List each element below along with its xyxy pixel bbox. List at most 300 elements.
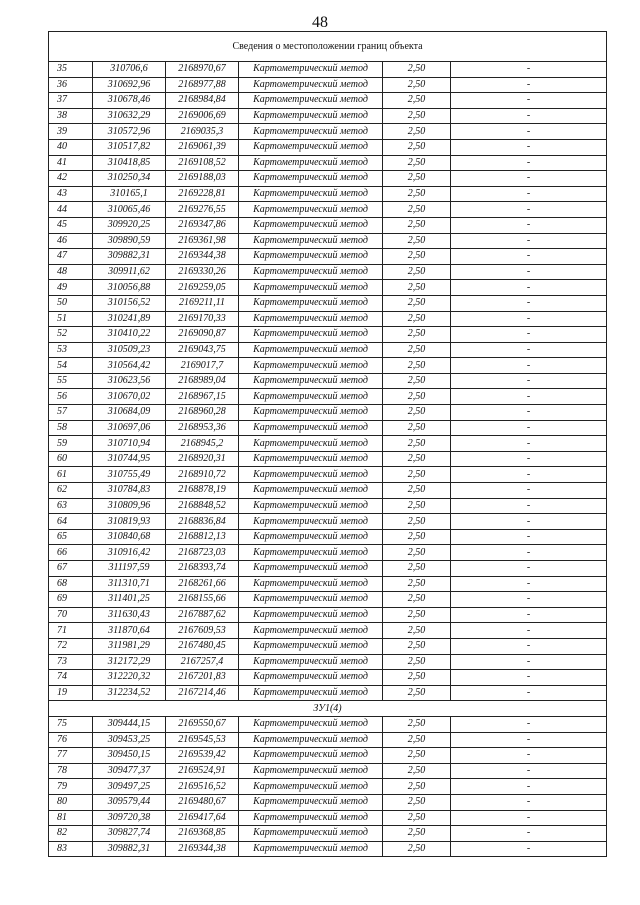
table-row [49, 732, 607, 748]
method-cell: Картометрический метод [239, 529, 383, 545]
x-coordinate-cell: 310840,68 [93, 529, 166, 545]
accuracy-cell: 2,50 [383, 389, 451, 405]
accuracy-cell: 2,50 [383, 483, 451, 499]
x-coordinate-cell: 311630,43 [93, 607, 166, 623]
description-cell: - [451, 654, 607, 670]
x-coordinate-cell: 309882,31 [93, 841, 166, 857]
x-coordinate-cell: 310684,09 [93, 405, 166, 421]
y-coordinate-cell: 2169017,7 [166, 358, 239, 374]
accuracy-cell: 2,50 [383, 529, 451, 545]
accuracy-cell: 2,50 [383, 217, 451, 233]
table-row [49, 420, 607, 436]
method-cell: Картометрический метод [239, 155, 383, 171]
accuracy-cell: 2,50 [383, 592, 451, 608]
table-row [49, 249, 607, 265]
description-cell: - [451, 77, 607, 93]
accuracy-cell: 2,50 [383, 732, 451, 748]
y-coordinate-cell: 2168836,84 [166, 514, 239, 530]
method-cell: Картометрический метод [239, 654, 383, 670]
description-cell: - [451, 264, 607, 280]
y-coordinate-cell: 2169006,69 [166, 108, 239, 124]
y-coordinate-cell: 2169539,42 [166, 748, 239, 764]
description-cell: - [451, 498, 607, 514]
point-number-cell: 65 [49, 529, 93, 545]
method-cell: Картометрический метод [239, 202, 383, 218]
accuracy-cell: 2,50 [383, 607, 451, 623]
accuracy-cell: 2,50 [383, 841, 451, 857]
y-coordinate-cell: 2168967,15 [166, 389, 239, 405]
accuracy-cell: 2,50 [383, 186, 451, 202]
y-coordinate-cell: 2168977,88 [166, 77, 239, 93]
x-coordinate-cell: 309497,25 [93, 779, 166, 795]
point-number-cell: 41 [49, 155, 93, 171]
description-cell: - [451, 108, 607, 124]
point-number-cell: 55 [49, 373, 93, 389]
method-cell: Картометрический метод [239, 561, 383, 577]
section-label: ЗУ1(4) [49, 701, 607, 717]
description-cell: - [451, 623, 607, 639]
y-coordinate-cell: 2168989,04 [166, 373, 239, 389]
x-coordinate-cell: 311870,64 [93, 623, 166, 639]
y-coordinate-cell: 2169259,05 [166, 280, 239, 296]
y-coordinate-cell: 2169524,91 [166, 763, 239, 779]
table-row [49, 826, 607, 842]
method-cell: Картометрический метод [239, 124, 383, 140]
point-number-cell: 47 [49, 249, 93, 265]
table-row [49, 561, 607, 577]
method-cell: Картометрический метод [239, 171, 383, 187]
y-coordinate-cell: 2169061,39 [166, 139, 239, 155]
x-coordinate-cell: 310678,46 [93, 93, 166, 109]
x-coordinate-cell: 310065,46 [93, 202, 166, 218]
table-row [49, 794, 607, 810]
y-coordinate-cell: 2169090,87 [166, 327, 239, 343]
y-coordinate-cell: 2169361,98 [166, 233, 239, 249]
x-coordinate-cell: 310564,42 [93, 358, 166, 374]
description-cell: - [451, 514, 607, 530]
method-cell: Картометрический метод [239, 826, 383, 842]
point-number-cell: 58 [49, 420, 93, 436]
table-row [49, 280, 607, 296]
table-row [49, 748, 607, 764]
y-coordinate-cell: 2167201,83 [166, 670, 239, 686]
x-coordinate-cell: 309453,25 [93, 732, 166, 748]
y-coordinate-cell: 2169035,3 [166, 124, 239, 140]
table-row [49, 514, 607, 530]
method-cell: Картометрический метод [239, 514, 383, 530]
x-coordinate-cell: 310623,56 [93, 373, 166, 389]
method-cell: Картометрический метод [239, 77, 383, 93]
y-coordinate-cell: 2168155,66 [166, 592, 239, 608]
method-cell: Картометрический метод [239, 295, 383, 311]
point-number-cell: 51 [49, 311, 93, 327]
table-title: Сведения о местоположении границ объекта [49, 32, 607, 62]
y-coordinate-cell: 2169347,86 [166, 217, 239, 233]
description-cell: - [451, 405, 607, 421]
x-coordinate-cell: 309444,15 [93, 716, 166, 732]
description-cell: - [451, 327, 607, 343]
y-coordinate-cell: 2167609,53 [166, 623, 239, 639]
method-cell: Картометрический метод [239, 280, 383, 296]
table-row [49, 202, 607, 218]
method-cell: Картометрический метод [239, 327, 383, 343]
table-row [49, 592, 607, 608]
x-coordinate-cell: 310517,82 [93, 139, 166, 155]
y-coordinate-cell: 2169188,03 [166, 171, 239, 187]
table-title-row [49, 32, 607, 62]
y-coordinate-cell: 2169344,38 [166, 841, 239, 857]
point-number-cell: 66 [49, 545, 93, 561]
method-cell: Картометрический метод [239, 62, 383, 78]
description-cell: - [451, 155, 607, 171]
x-coordinate-cell: 309827,74 [93, 826, 166, 842]
method-cell: Картометрический метод [239, 139, 383, 155]
description-cell: - [451, 295, 607, 311]
table-row [49, 576, 607, 592]
method-cell: Картометрический метод [239, 217, 383, 233]
method-cell: Картометрический метод [239, 373, 383, 389]
table-row [49, 779, 607, 795]
x-coordinate-cell: 309579,44 [93, 794, 166, 810]
y-coordinate-cell: 2168910,72 [166, 467, 239, 483]
accuracy-cell: 2,50 [383, 654, 451, 670]
accuracy-cell: 2,50 [383, 451, 451, 467]
method-cell: Картометрический метод [239, 342, 383, 358]
method-cell: Картометрический метод [239, 716, 383, 732]
method-cell: Картометрический метод [239, 405, 383, 421]
x-coordinate-cell: 310632,29 [93, 108, 166, 124]
table-row [49, 436, 607, 452]
description-cell: - [451, 389, 607, 405]
accuracy-cell: 2,50 [383, 561, 451, 577]
description-cell: - [451, 342, 607, 358]
y-coordinate-cell: 2169368,85 [166, 826, 239, 842]
point-number-cell: 69 [49, 592, 93, 608]
method-cell: Картометрический метод [239, 638, 383, 654]
description-cell: - [451, 529, 607, 545]
point-number-cell: 57 [49, 405, 93, 421]
y-coordinate-cell: 2169480,67 [166, 794, 239, 810]
description-cell: - [451, 670, 607, 686]
accuracy-cell: 2,50 [383, 202, 451, 218]
accuracy-cell: 2,50 [383, 171, 451, 187]
table-row [49, 358, 607, 374]
table-row [49, 841, 607, 857]
table-row [49, 186, 607, 202]
x-coordinate-cell: 309450,15 [93, 748, 166, 764]
accuracy-cell: 2,50 [383, 420, 451, 436]
x-coordinate-cell: 310670,02 [93, 389, 166, 405]
table-row [49, 685, 607, 701]
accuracy-cell: 2,50 [383, 124, 451, 140]
accuracy-cell: 2,50 [383, 638, 451, 654]
accuracy-cell: 2,50 [383, 779, 451, 795]
table-row [49, 295, 607, 311]
method-cell: Картометрический метод [239, 483, 383, 499]
table-row [49, 62, 607, 78]
accuracy-cell: 2,50 [383, 467, 451, 483]
point-number-cell: 73 [49, 654, 93, 670]
accuracy-cell: 2,50 [383, 794, 451, 810]
table-row [49, 311, 607, 327]
accuracy-cell: 2,50 [383, 311, 451, 327]
table-row [49, 373, 607, 389]
accuracy-cell: 2,50 [383, 545, 451, 561]
point-number-cell: 70 [49, 607, 93, 623]
accuracy-cell: 2,50 [383, 342, 451, 358]
point-number-cell: 67 [49, 561, 93, 577]
point-number-cell: 43 [49, 186, 93, 202]
y-coordinate-cell: 2167887,62 [166, 607, 239, 623]
point-number-cell: 81 [49, 810, 93, 826]
accuracy-cell: 2,50 [383, 623, 451, 639]
x-coordinate-cell: 310692,96 [93, 77, 166, 93]
accuracy-cell: 2,50 [383, 373, 451, 389]
method-cell: Картометрический метод [239, 623, 383, 639]
table-row [49, 607, 607, 623]
y-coordinate-cell: 2168970,67 [166, 62, 239, 78]
description-cell: - [451, 483, 607, 499]
point-number-cell: 37 [49, 93, 93, 109]
x-coordinate-cell: 310706,6 [93, 62, 166, 78]
method-cell: Картометрический метод [239, 748, 383, 764]
description-cell: - [451, 420, 607, 436]
x-coordinate-cell: 310744,95 [93, 451, 166, 467]
accuracy-cell: 2,50 [383, 670, 451, 686]
description-cell: - [451, 451, 607, 467]
point-number-cell: 35 [49, 62, 93, 78]
accuracy-cell: 2,50 [383, 810, 451, 826]
description-cell: - [451, 607, 607, 623]
method-cell: Картометрический метод [239, 810, 383, 826]
x-coordinate-cell: 310819,93 [93, 514, 166, 530]
point-number-cell: 75 [49, 716, 93, 732]
description-cell: - [451, 249, 607, 265]
boundary-coordinates-table [48, 31, 607, 857]
point-number-cell: 19 [49, 685, 93, 701]
description-cell: - [451, 436, 607, 452]
y-coordinate-cell: 2169516,52 [166, 779, 239, 795]
y-coordinate-cell: 2168723,03 [166, 545, 239, 561]
method-cell: Картометрический метод [239, 264, 383, 280]
y-coordinate-cell: 2169330,26 [166, 264, 239, 280]
table-row [49, 529, 607, 545]
point-number-cell: 44 [49, 202, 93, 218]
table-row [49, 483, 607, 499]
description-cell: - [451, 93, 607, 109]
description-cell: - [451, 826, 607, 842]
description-cell: - [451, 233, 607, 249]
x-coordinate-cell: 310755,49 [93, 467, 166, 483]
y-coordinate-cell: 2167480,45 [166, 638, 239, 654]
x-coordinate-cell: 310710,94 [93, 436, 166, 452]
description-cell: - [451, 748, 607, 764]
accuracy-cell: 2,50 [383, 280, 451, 296]
point-number-cell: 36 [49, 77, 93, 93]
description-cell: - [451, 732, 607, 748]
point-number-cell: 78 [49, 763, 93, 779]
method-cell: Картометрический метод [239, 420, 383, 436]
x-coordinate-cell: 311197,59 [93, 561, 166, 577]
method-cell: Картометрический метод [239, 93, 383, 109]
x-coordinate-cell: 310241,89 [93, 311, 166, 327]
accuracy-cell: 2,50 [383, 249, 451, 265]
table-row [49, 405, 607, 421]
y-coordinate-cell: 2169211,11 [166, 295, 239, 311]
point-number-cell: 56 [49, 389, 93, 405]
point-number-cell: 39 [49, 124, 93, 140]
table-row [49, 670, 607, 686]
description-cell: - [451, 311, 607, 327]
accuracy-cell: 2,50 [383, 264, 451, 280]
accuracy-cell: 2,50 [383, 233, 451, 249]
point-number-cell: 79 [49, 779, 93, 795]
method-cell: Картометрический метод [239, 732, 383, 748]
method-cell: Картометрический метод [239, 108, 383, 124]
point-number-cell: 68 [49, 576, 93, 592]
description-cell: - [451, 62, 607, 78]
point-number-cell: 83 [49, 841, 93, 857]
table-row [49, 217, 607, 233]
x-coordinate-cell: 311981,29 [93, 638, 166, 654]
table-row [49, 342, 607, 358]
x-coordinate-cell: 312234,52 [93, 685, 166, 701]
description-cell: - [451, 280, 607, 296]
method-cell: Картометрический метод [239, 576, 383, 592]
point-number-cell: 49 [49, 280, 93, 296]
method-cell: Картометрический метод [239, 779, 383, 795]
description-cell: - [451, 545, 607, 561]
method-cell: Картометрический метод [239, 498, 383, 514]
accuracy-cell: 2,50 [383, 139, 451, 155]
y-coordinate-cell: 2168960,28 [166, 405, 239, 421]
y-coordinate-cell: 2169228,81 [166, 186, 239, 202]
method-cell: Картометрический метод [239, 685, 383, 701]
point-number-cell: 53 [49, 342, 93, 358]
accuracy-cell: 2,50 [383, 826, 451, 842]
table-row [49, 545, 607, 561]
table-row [49, 467, 607, 483]
x-coordinate-cell: 310572,96 [93, 124, 166, 140]
point-number-cell: 77 [49, 748, 93, 764]
table-row [49, 264, 607, 280]
table-row [49, 171, 607, 187]
table-row [49, 327, 607, 343]
table-row [49, 77, 607, 93]
table-row [49, 139, 607, 155]
x-coordinate-cell: 310056,88 [93, 280, 166, 296]
description-cell: - [451, 841, 607, 857]
description-cell: - [451, 794, 607, 810]
description-cell: - [451, 217, 607, 233]
y-coordinate-cell: 2169276,55 [166, 202, 239, 218]
table-row [49, 716, 607, 732]
x-coordinate-cell: 310165,1 [93, 186, 166, 202]
point-number-cell: 46 [49, 233, 93, 249]
x-coordinate-cell: 310156,52 [93, 295, 166, 311]
point-number-cell: 48 [49, 264, 93, 280]
point-number-cell: 52 [49, 327, 93, 343]
description-cell: - [451, 561, 607, 577]
accuracy-cell: 2,50 [383, 295, 451, 311]
accuracy-cell: 2,50 [383, 405, 451, 421]
y-coordinate-cell: 2168920,31 [166, 451, 239, 467]
description-cell: - [451, 779, 607, 795]
x-coordinate-cell: 312220,32 [93, 670, 166, 686]
description-cell: - [451, 202, 607, 218]
x-coordinate-cell: 309911,62 [93, 264, 166, 280]
method-cell: Картометрический метод [239, 592, 383, 608]
point-number-cell: 45 [49, 217, 93, 233]
description-cell: - [451, 171, 607, 187]
description-cell: - [451, 576, 607, 592]
table-row [49, 451, 607, 467]
table-row [49, 810, 607, 826]
y-coordinate-cell: 2169550,67 [166, 716, 239, 732]
description-cell: - [451, 638, 607, 654]
description-cell: - [451, 763, 607, 779]
accuracy-cell: 2,50 [383, 763, 451, 779]
point-number-cell: 50 [49, 295, 93, 311]
y-coordinate-cell: 2169545,53 [166, 732, 239, 748]
y-coordinate-cell: 2168984,84 [166, 93, 239, 109]
description-cell: - [451, 810, 607, 826]
method-cell: Картометрический метод [239, 389, 383, 405]
table-row [49, 233, 607, 249]
method-cell: Картометрический метод [239, 186, 383, 202]
method-cell: Картометрический метод [239, 436, 383, 452]
accuracy-cell: 2,50 [383, 358, 451, 374]
y-coordinate-cell: 2168945,2 [166, 436, 239, 452]
point-number-cell: 40 [49, 139, 93, 155]
method-cell: Картометрический метод [239, 841, 383, 857]
point-number-cell: 74 [49, 670, 93, 686]
method-cell: Картометрический метод [239, 763, 383, 779]
y-coordinate-cell: 2169417,64 [166, 810, 239, 826]
y-coordinate-cell: 2169344,38 [166, 249, 239, 265]
table-row [49, 124, 607, 140]
y-coordinate-cell: 2168812,13 [166, 529, 239, 545]
x-coordinate-cell: 310697,06 [93, 420, 166, 436]
y-coordinate-cell: 2168953,36 [166, 420, 239, 436]
point-number-cell: 64 [49, 514, 93, 530]
x-coordinate-cell: 310410,22 [93, 327, 166, 343]
method-cell: Картометрический метод [239, 451, 383, 467]
table-row [49, 623, 607, 639]
x-coordinate-cell: 310509,23 [93, 342, 166, 358]
accuracy-cell: 2,50 [383, 576, 451, 592]
point-number-cell: 54 [49, 358, 93, 374]
y-coordinate-cell: 2169108,52 [166, 155, 239, 171]
point-number-cell: 42 [49, 171, 93, 187]
method-cell: Картометрический метод [239, 794, 383, 810]
table-row [49, 389, 607, 405]
y-coordinate-cell: 2167257,4 [166, 654, 239, 670]
method-cell: Картометрический метод [239, 670, 383, 686]
method-cell: Картометрический метод [239, 467, 383, 483]
x-coordinate-cell: 312172,29 [93, 654, 166, 670]
table-row [49, 108, 607, 124]
point-number-cell: 80 [49, 794, 93, 810]
accuracy-cell: 2,50 [383, 514, 451, 530]
accuracy-cell: 2,50 [383, 93, 451, 109]
x-coordinate-cell: 309920,25 [93, 217, 166, 233]
description-cell: - [451, 592, 607, 608]
y-coordinate-cell: 2168261,66 [166, 576, 239, 592]
point-number-cell: 59 [49, 436, 93, 452]
point-number-cell: 62 [49, 483, 93, 499]
x-coordinate-cell: 309890,59 [93, 233, 166, 249]
